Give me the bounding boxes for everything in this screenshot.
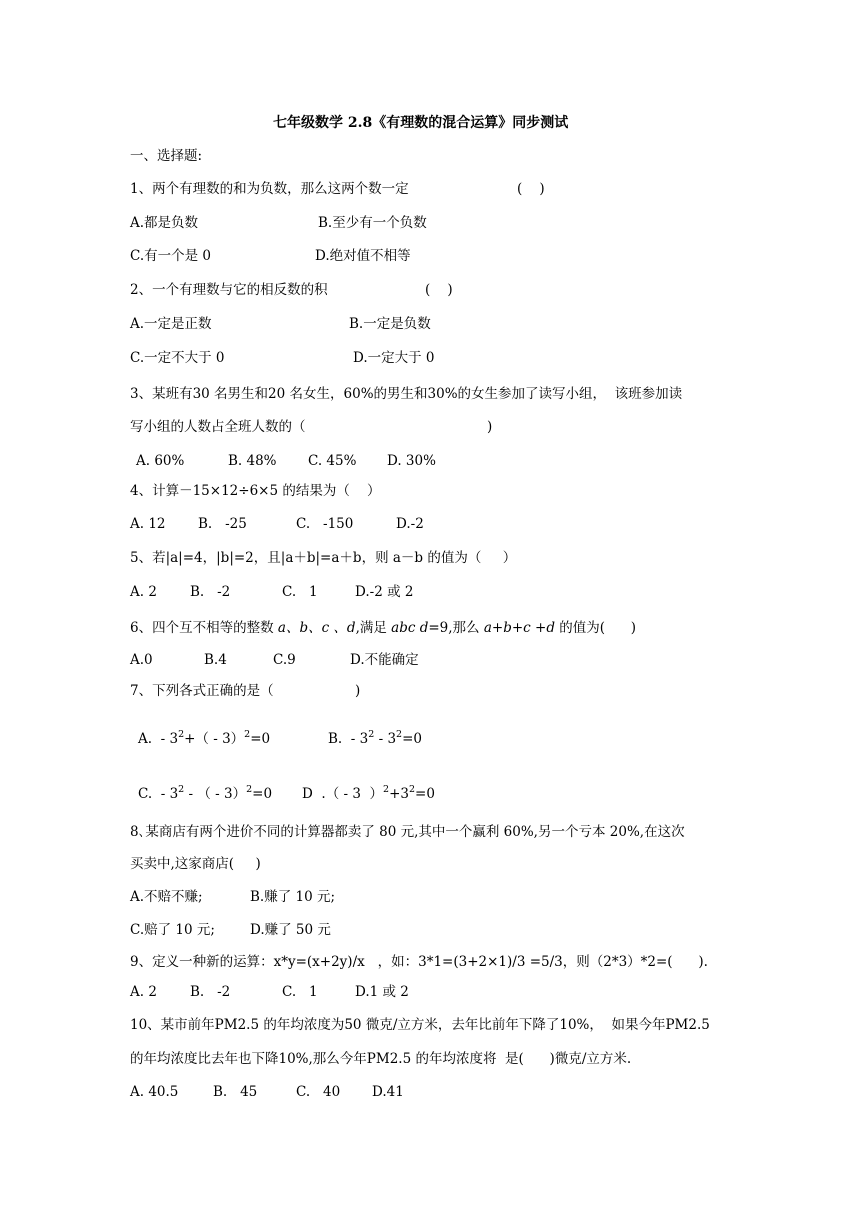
question-8-line-2: 买卖中,这家商店( ) bbox=[130, 856, 261, 872]
q6-pre: 6、四个互不相等的整数 bbox=[130, 620, 278, 636]
q7-d-post: =0 bbox=[415, 786, 435, 802]
q6-mid: ,满足 bbox=[355, 620, 392, 636]
q2-option-c: C.一定不大于 0 bbox=[130, 350, 225, 366]
q8-option-a: A.不赔不赚; bbox=[130, 889, 203, 905]
q7-option-b bbox=[328, 730, 422, 748]
q7-c-mid: - （ - 3） bbox=[184, 786, 247, 802]
q6-expr: abc d bbox=[391, 620, 429, 636]
q4-option-a: A. 12 bbox=[130, 516, 166, 532]
q6-expr2: a+b+c +d bbox=[483, 620, 555, 636]
q8-option-b: B.赚了 10 元; bbox=[250, 889, 336, 905]
q7-a-pre: A. - 3 bbox=[138, 731, 179, 747]
q10-option-b: B. 45 bbox=[213, 1084, 258, 1100]
q7-b-mid: - 3 bbox=[374, 731, 397, 747]
q7-option-d bbox=[302, 785, 435, 803]
q1-option-d: D.绝对值不相等 bbox=[315, 248, 411, 264]
q6-option-d: D.不能确定 bbox=[350, 652, 419, 668]
q7-a-exp2: 2 bbox=[244, 728, 251, 740]
q7-option-c bbox=[138, 785, 272, 803]
q3-option-b: B. 48% bbox=[228, 453, 277, 469]
question-8-line-1: 8､某商店有两个进价不同的计算器都卖了 80 元,其中一个赢利 60%,另一个亏本 20%,在这次 bbox=[130, 824, 685, 840]
question-1: 1、两个有理数的和为负数，那么这两个数一定 bbox=[130, 181, 409, 197]
q5-option-b: B. -2 bbox=[190, 584, 231, 600]
q10-option-c: C. 40 bbox=[296, 1084, 341, 1100]
section-heading: 一、选择题: bbox=[130, 148, 203, 164]
q3-option-d: D. 30% bbox=[387, 453, 436, 469]
q7-c-exp: 2 bbox=[178, 783, 185, 795]
question-3-close: ) bbox=[487, 419, 493, 435]
q7-d-pre: D .（ - 3 ） bbox=[302, 786, 384, 802]
q7-c-exp2: 2 bbox=[246, 783, 253, 795]
q6-post: 的值为( ) bbox=[554, 620, 637, 636]
q6-option-c: C.9 bbox=[273, 652, 296, 668]
q4-option-c: C. -150 bbox=[296, 516, 354, 532]
q7-c-pre: C. - 3 bbox=[138, 786, 179, 802]
q7-c-post: =0 bbox=[252, 786, 273, 802]
question-4: 4、计算－15×12÷6×5 的结果为（ ） bbox=[130, 483, 381, 499]
q7-a-mid: +（ - 3） bbox=[184, 731, 245, 747]
q10-option-a: A. 40.5 bbox=[130, 1084, 179, 1100]
q9-option-b: B. -2 bbox=[190, 984, 231, 1000]
page-title: 七年级数学 2.8《有理数的混合运算》同步测试 bbox=[273, 115, 569, 131]
question-7-close: ) bbox=[355, 683, 361, 699]
question-6 bbox=[130, 619, 636, 637]
q7-d-mid: +3 bbox=[389, 786, 409, 802]
q8-option-c: C.赔了 10 元; bbox=[130, 922, 215, 938]
q4-option-d: D.-2 bbox=[396, 516, 424, 532]
q9-option-a: A. 2 bbox=[130, 984, 157, 1000]
q7-a-exp: 2 bbox=[178, 728, 185, 740]
q6-mid2: =9,那么 bbox=[428, 620, 484, 636]
q7-b-post: =0 bbox=[402, 731, 422, 747]
q6-option-a: A.0 bbox=[130, 652, 153, 668]
q1-option-b: B.至少有一个负数 bbox=[318, 215, 427, 231]
q7-a-post: =0 bbox=[250, 731, 271, 747]
q10-option-d: D.41 bbox=[372, 1084, 404, 1100]
question-7: 7、下列各式正确的是（ bbox=[130, 683, 274, 699]
q2-option-b: B.一定是负数 bbox=[349, 316, 431, 332]
question-3-line-2: 写小组的人数占全班人数的（ bbox=[130, 419, 306, 435]
q8-option-d: D.赚了 50 元 bbox=[250, 922, 331, 938]
q9-option-c: C. 1 bbox=[282, 984, 318, 1000]
q6-option-b: B.4 bbox=[204, 652, 227, 668]
question-1-blank: ( ) bbox=[517, 181, 545, 197]
q3-option-a: A. 60% bbox=[136, 453, 185, 469]
q1-option-a: A.都是负数 bbox=[130, 215, 199, 231]
question-3-line-1: 3、某班有30 名男生和20 名女生，60%的男生和30%的女生参加了读写小组， 该班参加读 bbox=[130, 386, 683, 402]
q5-option-d: D.-2 或 2 bbox=[355, 584, 414, 600]
q2-option-a: A.一定是正数 bbox=[130, 316, 212, 332]
q7-option-a bbox=[138, 730, 270, 748]
question-9: 9、定义一种新的运算：x*y=(x+2y)/x ，如：3*1=(3+2×1)/3 =5/3，则（2*3）*2=( ). bbox=[130, 954, 708, 970]
q7-d-exp2: 2 bbox=[408, 783, 416, 795]
question-2: 2、一个有理数与它的相反数的积 bbox=[130, 282, 328, 298]
q7-b-exp2: 2 bbox=[396, 728, 403, 740]
q9-option-d: D.1 或 2 bbox=[355, 984, 409, 1000]
q1-option-c: C.有一个是 0 bbox=[130, 248, 212, 264]
question-10-line-1: 10、某市前年PM2.5 的年均浓度为50 微克/立方米，去年比前年下降了10%， 如果今年PM2.5 bbox=[130, 1017, 710, 1033]
q7-b-exp: 2 bbox=[368, 728, 375, 740]
q7-b-pre: B. - 3 bbox=[328, 731, 369, 747]
q7-d-exp: 2 bbox=[383, 783, 390, 795]
q3-option-c: C. 45% bbox=[308, 453, 357, 469]
q2-option-d: D.一定大于 0 bbox=[353, 350, 435, 366]
q6-vars: a、b、c 、d bbox=[277, 620, 356, 636]
q5-option-c: C. 1 bbox=[282, 584, 318, 600]
question-10-line-2: 的年均浓度比去年也下降10%,那么今年PM2.5 的年均浓度将 是( )微克/立方米. bbox=[130, 1051, 632, 1067]
question-2-blank: ( ) bbox=[425, 282, 453, 298]
q4-option-b: B. -25 bbox=[198, 516, 247, 532]
question-5: 5、若|a|=4，|b|=2，且|a＋b|=a＋b，则 a－b 的值为（ ） bbox=[130, 550, 517, 566]
q5-option-a: A. 2 bbox=[130, 584, 157, 600]
